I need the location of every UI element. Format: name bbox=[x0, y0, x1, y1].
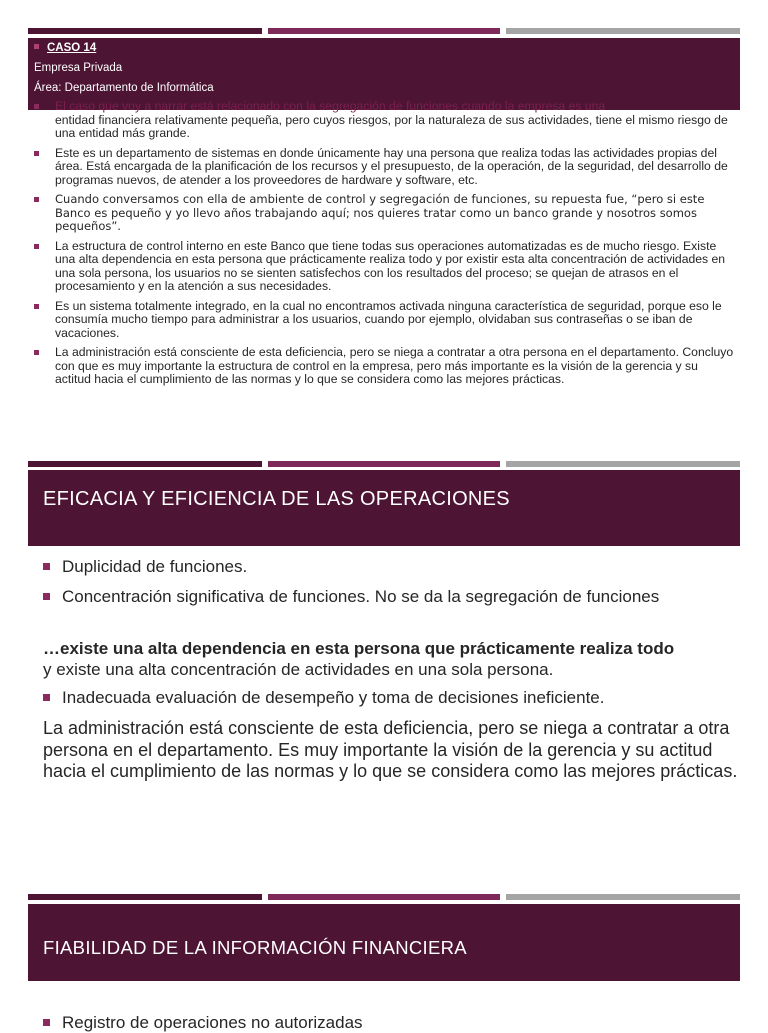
slide3-title-band bbox=[28, 904, 740, 981]
case-narrative-list bbox=[34, 100, 734, 393]
list-item bbox=[34, 346, 734, 387]
bullet-icon bbox=[34, 197, 39, 202]
bullet-icon bbox=[43, 1019, 50, 1026]
list-item-text: Cuando conversamos con ella de ambiente de control y segregación de funciones, su repuesta fue, “pero si este Banco es pequeño y yo llevo años trabajando aquí; nos quieres tratar como un banco grande y nosotros somos pequeños”. bbox=[55, 192, 705, 233]
list-item-text: Este es un departamento de sistemas en donde únicamente hay una persona que realiza todas las actividades propias del área. Está encargada de la planificación de los recursos y el presupuesto, de la operación, de la seguridad, del desarrollo de programas nuevos, de atender a los proveedores de hardware y software, etc. bbox=[55, 145, 728, 187]
list-item-text: La estructura de control interno en este Banco que tiene todas sus operaciones automatizadas es de mucho riesgo. Existe una alta dependencia en esta persona que prácticamente realiza todo y por existir esta alta concentración de actividades en una sola persona, los usuarios no se sienten satisfechos con los resultados del proceso; se quejan de atrasos en el procesamiento y en la atención a sus necesidades. bbox=[55, 238, 726, 293]
bullet-icon bbox=[34, 244, 39, 249]
bullet-icon bbox=[34, 350, 39, 355]
list-item bbox=[34, 240, 734, 294]
list-item bbox=[34, 100, 734, 141]
list-item bbox=[34, 300, 734, 341]
list-item bbox=[34, 147, 734, 188]
list-item bbox=[34, 193, 734, 234]
company-label: Empresa Privada bbox=[34, 62, 123, 74]
slide1-content bbox=[28, 38, 740, 432]
slide3-title: FIABILIDAD DE LA INFORMACIÓN FINANCIERA bbox=[43, 937, 467, 958]
slide2-title-band bbox=[28, 470, 740, 546]
list-item bbox=[43, 587, 740, 607]
bullet-icon bbox=[43, 563, 50, 570]
bullet-icon bbox=[34, 44, 39, 49]
list-item-text: entidad financiera relativamente pequeña, pero cuyos riesgos, por la naturaleza de sus actividades, tiene el mismo riesgo de una entidad más grande. bbox=[55, 112, 728, 140]
list-item-text: Es un sistema totalmente integrado, en la cual no encontramos activada ninguna característica de seguridad, porque eso le consumía mucho tiempo para administrar a los usuarios, cuando por ejemplo, olvidaban sus contraseñas o se iban de vacaciones. bbox=[55, 298, 722, 340]
quote-bold: …existe una alta dependencia en esta persona que prácticamente realiza todo bbox=[43, 639, 675, 658]
bullet-icon bbox=[34, 304, 39, 309]
slide2-bullets-a bbox=[43, 557, 740, 607]
quote-rest: y existe una alta concentración de actividades en una sola persona. bbox=[43, 660, 554, 679]
list-item-text: Concentración significativa de funciones. No se da la segregación de funciones bbox=[62, 587, 660, 606]
slide1-accent-bars bbox=[28, 28, 740, 34]
bullet-icon bbox=[34, 104, 39, 109]
slide3-accent-bars bbox=[28, 894, 740, 900]
area-label: Área: Departamento de Informática bbox=[34, 82, 214, 94]
list-item-text: La administración está consciente de esta deficiencia, pero se niega a contratar a otra persona en el departamento. Concluyo con que es muy importante la estructura de control en la empresa, pero más importante es la visión de la gerencia y su actitud hacia el cumplimiento de las normas y lo que se considera como las mejores prácticas. bbox=[55, 345, 734, 386]
slide2-bullets-b bbox=[43, 688, 740, 708]
list-item bbox=[43, 688, 740, 708]
case-title: CASO 14 bbox=[47, 42, 97, 54]
list-item-text: Inadecuada evaluación de desempeño y toma de decisiones ineficiente. bbox=[62, 688, 605, 707]
list-item-lead: El caso que voy a narrar está relacionado con la segregación de funciones cuando la empresa es una bbox=[55, 99, 606, 113]
slide2-accent-bars bbox=[28, 461, 740, 467]
list-item-text: Duplicidad de funciones. bbox=[62, 557, 248, 576]
slide3-bullets bbox=[43, 1013, 740, 1033]
management-paragraph: La administración está consciente de esta deficiencia, pero se niega a contratar a otra persona en el departamento. Es muy importante la visión de la gerencia y su actitud hacia el cumplimiento de las normas y lo que se considera como las mejores prácticas. bbox=[43, 718, 738, 781]
list-item-text: Registro de operaciones no autorizadas bbox=[62, 1013, 363, 1032]
bullet-icon bbox=[34, 151, 39, 156]
list-item bbox=[43, 557, 740, 577]
bullet-icon bbox=[43, 694, 50, 701]
slide2-title: EFICACIA Y EFICIENCIA DE LAS OPERACIONES bbox=[43, 488, 510, 510]
bullet-icon bbox=[43, 593, 50, 600]
list-item bbox=[43, 1013, 740, 1033]
dependency-quote bbox=[43, 638, 740, 680]
slide1-header bbox=[34, 38, 734, 98]
